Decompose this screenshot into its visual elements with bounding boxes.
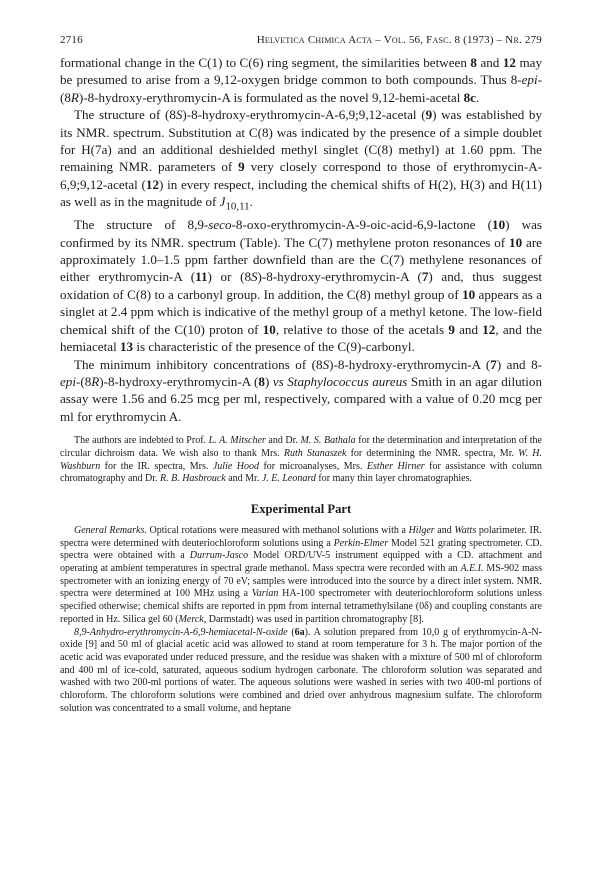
- experimental-paragraph: General Remarks. Optical rotations were measured with methanol solutions with a Hilger and Watts polarimeter. IR. spectra were determined with deuteriochloroform solutions using a Perkin-Elmer Model 521 grating spectrometer. CD. spectra were obtained with a Durrum-Jasco Model ORD/UV-5 instrument equipped with a CD. attachment and operating at ambient temperatures in spectral grade methanol. Mass spectra were recorded with an A.E.I. MS-902 mass spectrometer with an ionizing energy of 70 eV; samples were introduced into the source by a direct inlet system. NMR. spectra were determined at 100 MHz using a Varian HA-100 spectrometer with deuteriochloroform solutions unless specified otherwise; chemical shifts are reported in ppm from internal tetramethylsilane (0δ) and coupling constants are reported in Hz. Silica gel 60 (Merck, Darmstadt) was used in partition chromatography [8].: [60, 524, 543, 625]
- page-number: 2716: [60, 34, 83, 46]
- experimental-paragraph: 8,9-Anhydro-erythromycin-A-6,9-hemiacetal-N-oxide (6a). A solution prepared from 10,0 g of erythromycin-A-N-oxide [9] and 50 ml of glacial acetic acid was allowed to stand at room temperature for 3 h. The major portion of the acetic acid was evaporated under reduced pressure, and the residue was shaken with a mixture of 500 ml of chloroform and 400 ml of ice-cold, saturated, aqueous sodium hydrogen carbonate. The chloroform solution was separated and washed with two 200-ml portions of water. The aqueous solutions were washed in series with two 400-ml portions of chloroform. The chloroform solutions were combined and dried over anhydrous magnesium sulfate. The chloroform solution was concentrated to a small volume, and heptane: [60, 626, 542, 714]
- acknowledgement: [60, 435, 542, 486]
- paragraph: The minimum inhibitory concentrations of (8S)-8-hydroxy-erythromycin-A (7) and 8-epi-(8R)-8-hydroxy-erythromycin-A (8) vs Staphylococcus aureus Smith in an agar dilution assay were 1.56 and 6.25 mcg per ml, respectively, compared with a value of 0.20 mcg per ml for erythromycin A.: [60, 356, 542, 424]
- running-header: [60, 34, 542, 46]
- paragraph: formational change in the C(1) to C(6) ring segment, the similarities between 8 and 12 may be presumed to arise from a 9,12-oxygen bridge common to both compounds. Thus 8-epi-(8R)-8-hydroxy-erythromycin-A is formulated as the novel 9,12-hemi-acetal 8c.: [60, 55, 543, 105]
- acknowledgement-text: The authors are indebted to Prof. L. A. Mitscher and Dr. M. S. Bathala for the determination and interpretation of the circular dichroism data. We wish also to thank Mrs. Ruth Stanaszek for determining the NMR. spectra, Mr. W. H. Washburn for the IR. spectra, Mrs. Julie Hood for microanalyses, Mrs. Esther Hirner for assistance with column chromatography and Dr. R. B. Hasbrouck and Mr. J. E. Leonard for many thin layer chromatographies.: [60, 435, 543, 485]
- paragraph: The structure of (8S)-8-hydroxy-erythromycin-A-6,9;9,12-acetal (9) was established by its NMR. spectrum. Substitution at C(8) was indicated by the presence of a simple doublet for H(7a) and an additional deshielded methyl singlet (C(8) methyl) at 1.60 ppm. The remaining NMR. parameters of 9 very closely correspond to those of erythromycin-A-6,9;9,12-acetal (12) in every respect, including the chemical shifts of H(2), H(3) and H(11) as well as in the magnitude of $J_{10,11}$.: [60, 107, 543, 213]
- paragraph: The structure of 8,9-seco-8-oxo-erythromycin-A-9-oic-acid-6,9-lactone (10) was confirmed by its NMR. spectrum (Table). The C(7) methylene proton resonances of 10 are approximately 1.0–1.5 ppm farther downfield than are the C(7) methylene resonances of either erythromycin-A (11) or (8S)-8-hydroxy-erythromycin-A (7) and, thus suggest oxidation of C(8) to a carbonyl group. In addition, the C(8) methyl group of 10 appears as a singlet at 2.4 ppm which is indicative of the methyl group of a methyl ketone. The low-field chemical shift of the C(10) proton of 10, relative to those of the acetals 9 and 12, and the hemiacetal 13 is characteristic of the presence of the C(9)-carbonyl.: [60, 217, 543, 355]
- experimental-section: [60, 525, 542, 716]
- journal-citation: Helvetica Chimica Acta – Vol. 56, Fasc. 8 (1973) – Nr. 279: [256, 34, 542, 46]
- main-text: [60, 54, 542, 425]
- section-title: Experimental Part: [250, 501, 352, 516]
